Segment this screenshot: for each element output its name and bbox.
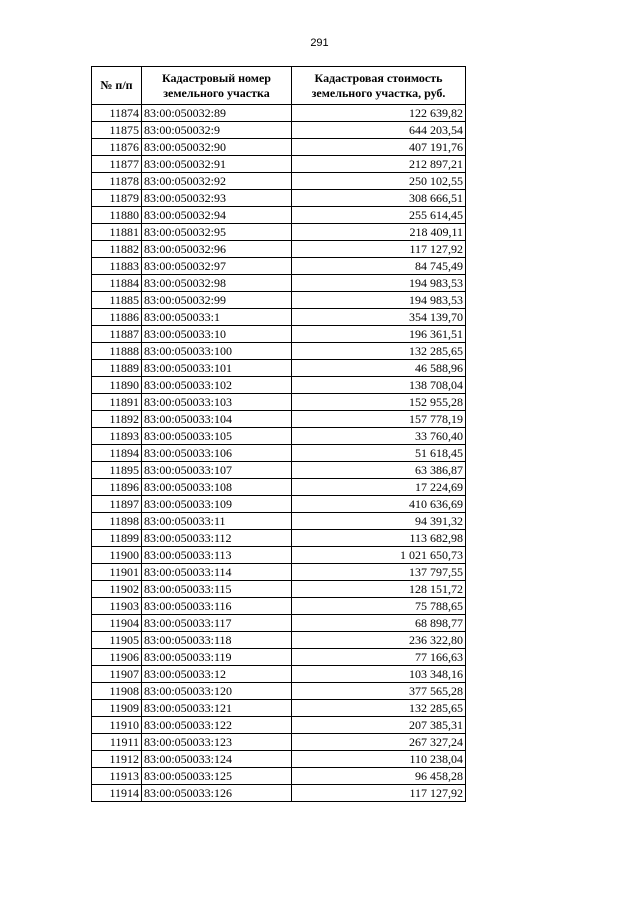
cadastral-cost-cell: 218 409,11 <box>292 224 466 241</box>
cadastral-number-cell: 83:00:050032:9 <box>142 122 292 139</box>
header-row-number: № п/п <box>92 67 142 105</box>
cadastral-cost-cell: 308 666,51 <box>292 190 466 207</box>
cadastral-number-cell: 83:00:050032:91 <box>142 156 292 173</box>
row-number-cell: 11883 <box>92 258 142 275</box>
cadastral-cost-cell: 132 285,65 <box>292 700 466 717</box>
table-row <box>92 768 466 785</box>
cadastral-number-cell: 83:00:050033:119 <box>142 649 292 666</box>
table-row <box>92 632 466 649</box>
cadastral-cost-cell: 132 285,65 <box>292 343 466 360</box>
cadastral-number-cell: 83:00:050032:94 <box>142 207 292 224</box>
cadastral-number-cell: 83:00:050033:105 <box>142 428 292 445</box>
cadastral-cost-cell: 267 327,24 <box>292 734 466 751</box>
header-cadastral-number: Кадастровый номер земельного участка <box>142 67 292 105</box>
table-row <box>92 190 466 207</box>
row-number-cell: 11897 <box>92 496 142 513</box>
row-number-cell: 11880 <box>92 207 142 224</box>
row-number-cell: 11905 <box>92 632 142 649</box>
cadastral-number-cell: 83:00:050033:12 <box>142 666 292 683</box>
cadastral-cost-cell: 51 618,45 <box>292 445 466 462</box>
table-row <box>92 564 466 581</box>
table-row <box>92 156 466 173</box>
cadastral-number-cell: 83:00:050033:116 <box>142 598 292 615</box>
row-number-cell: 11884 <box>92 275 142 292</box>
table-row <box>92 785 466 802</box>
table-row <box>92 377 466 394</box>
cadastral-cost-cell: 128 151,72 <box>292 581 466 598</box>
row-number-cell: 11907 <box>92 666 142 683</box>
table-row <box>92 105 466 122</box>
cadastral-number-cell: 83:00:050032:96 <box>142 241 292 258</box>
table-row <box>92 292 466 309</box>
cadastral-number-cell: 83:00:050033:123 <box>142 734 292 751</box>
cadastral-number-cell: 83:00:050033:103 <box>142 394 292 411</box>
table-row <box>92 241 466 258</box>
cadastral-number-cell: 83:00:050032:89 <box>142 105 292 122</box>
table-row <box>92 496 466 513</box>
cadastral-number-cell: 83:00:050033:126 <box>142 785 292 802</box>
table-row <box>92 258 466 275</box>
table-row <box>92 173 466 190</box>
row-number-cell: 11899 <box>92 530 142 547</box>
cadastral-number-cell: 83:00:050033:125 <box>142 768 292 785</box>
cadastral-cost-cell: 33 760,40 <box>292 428 466 445</box>
table-row <box>92 547 466 564</box>
row-number-cell: 11894 <box>92 445 142 462</box>
cadastral-number-cell: 83:00:050033:124 <box>142 751 292 768</box>
cadastral-cost-cell: 63 386,87 <box>292 462 466 479</box>
cadastral-number-cell: 83:00:050033:115 <box>142 581 292 598</box>
cadastral-number-cell: 83:00:050032:98 <box>142 275 292 292</box>
cadastral-cost-cell: 94 391,32 <box>292 513 466 530</box>
cadastral-cost-cell: 117 127,92 <box>292 785 466 802</box>
table-row <box>92 122 466 139</box>
table-body <box>92 105 466 802</box>
cadastral-number-cell: 83:00:050032:99 <box>142 292 292 309</box>
row-number-cell: 11885 <box>92 292 142 309</box>
cadastral-cost-cell: 68 898,77 <box>292 615 466 632</box>
cadastral-number-cell: 83:00:050033:101 <box>142 360 292 377</box>
table-row <box>92 649 466 666</box>
table-row <box>92 598 466 615</box>
cadastral-number-cell: 83:00:050032:97 <box>142 258 292 275</box>
cadastral-cost-cell: 212 897,21 <box>292 156 466 173</box>
cadastral-number-cell: 83:00:050033:120 <box>142 683 292 700</box>
cadastral-number-cell: 83:00:050033:113 <box>142 547 292 564</box>
cadastral-number-cell: 83:00:050033:117 <box>142 615 292 632</box>
page-number: 291 <box>310 37 329 49</box>
cadastral-number-cell: 83:00:050033:106 <box>142 445 292 462</box>
table-row <box>92 615 466 632</box>
cadastral-number-cell: 83:00:050033:109 <box>142 496 292 513</box>
table-row <box>92 275 466 292</box>
table-row <box>92 479 466 496</box>
row-number-cell: 11877 <box>92 156 142 173</box>
cadastral-cost-cell: 194 983,53 <box>292 292 466 309</box>
cadastral-cost-cell: 137 797,55 <box>292 564 466 581</box>
row-number-cell: 11882 <box>92 241 142 258</box>
cadastral-number-cell: 83:00:050033:104 <box>142 411 292 428</box>
cadastral-cost-cell: 138 708,04 <box>292 377 466 394</box>
cadastral-number-cell: 83:00:050033:112 <box>142 530 292 547</box>
row-number-cell: 11890 <box>92 377 142 394</box>
row-number-cell: 11889 <box>92 360 142 377</box>
table-row <box>92 360 466 377</box>
cadastral-number-cell: 83:00:050033:114 <box>142 564 292 581</box>
row-number-cell: 11886 <box>92 309 142 326</box>
row-number-cell: 11893 <box>92 428 142 445</box>
row-number-cell: 11892 <box>92 411 142 428</box>
row-number-cell: 11913 <box>92 768 142 785</box>
table-row <box>92 666 466 683</box>
table-row <box>92 343 466 360</box>
row-number-cell: 11878 <box>92 173 142 190</box>
cadastral-cost-cell: 407 191,76 <box>292 139 466 156</box>
table-row <box>92 411 466 428</box>
row-number-cell: 11908 <box>92 683 142 700</box>
cadastral-cost-cell: 117 127,92 <box>292 241 466 258</box>
row-number-cell: 11875 <box>92 122 142 139</box>
cadastral-cost-cell: 236 322,80 <box>292 632 466 649</box>
table-row <box>92 207 466 224</box>
cadastral-cost-cell: 250 102,55 <box>292 173 466 190</box>
cadastral-cost-cell: 207 385,31 <box>292 717 466 734</box>
table-row <box>92 717 466 734</box>
table-row <box>92 224 466 241</box>
cadastral-cost-cell: 46 588,96 <box>292 360 466 377</box>
cadastral-number-cell: 83:00:050032:90 <box>142 139 292 156</box>
cadastral-number-cell: 83:00:050033:11 <box>142 513 292 530</box>
row-number-cell: 11911 <box>92 734 142 751</box>
table-row <box>92 139 466 156</box>
cadastral-cost-cell: 1 021 650,73 <box>292 547 466 564</box>
cadastral-number-cell: 83:00:050033:102 <box>142 377 292 394</box>
cadastral-number-cell: 83:00:050033:100 <box>142 343 292 360</box>
table-row <box>92 513 466 530</box>
header-cadastral-cost: Кадастровая стоимость земельного участка, руб. <box>292 67 466 105</box>
cadastral-cost-cell: 17 224,69 <box>292 479 466 496</box>
row-number-cell: 11874 <box>92 105 142 122</box>
table-row <box>92 530 466 547</box>
cadastral-number-cell: 83:00:050033:1 <box>142 309 292 326</box>
row-number-cell: 11900 <box>92 547 142 564</box>
row-number-cell: 11914 <box>92 785 142 802</box>
cadastral-cost-cell: 110 238,04 <box>292 751 466 768</box>
row-number-cell: 11881 <box>92 224 142 241</box>
row-number-cell: 11879 <box>92 190 142 207</box>
row-number-cell: 11887 <box>92 326 142 343</box>
cadastral-cost-cell: 410 636,69 <box>292 496 466 513</box>
table-row <box>92 428 466 445</box>
cadastral-cost-cell: 77 166,63 <box>292 649 466 666</box>
table-row <box>92 394 466 411</box>
cadastral-cost-cell: 157 778,19 <box>292 411 466 428</box>
cadastral-cost-cell: 75 788,65 <box>292 598 466 615</box>
table-row <box>92 751 466 768</box>
row-number-cell: 11898 <box>92 513 142 530</box>
row-number-cell: 11902 <box>92 581 142 598</box>
cadastral-cost-cell: 84 745,49 <box>292 258 466 275</box>
cadastral-cost-cell: 354 139,70 <box>292 309 466 326</box>
cadastral-number-cell: 83:00:050032:95 <box>142 224 292 241</box>
table-row <box>92 734 466 751</box>
table-row <box>92 445 466 462</box>
cadastral-number-cell: 83:00:050033:122 <box>142 717 292 734</box>
table-row <box>92 700 466 717</box>
row-number-cell: 11876 <box>92 139 142 156</box>
cadastral-number-cell: 83:00:050033:118 <box>142 632 292 649</box>
cadastral-cost-cell: 113 682,98 <box>292 530 466 547</box>
cadastral-cost-cell: 196 361,51 <box>292 326 466 343</box>
cadastral-cost-cell: 644 203,54 <box>292 122 466 139</box>
row-number-cell: 11896 <box>92 479 142 496</box>
row-number-cell: 11903 <box>92 598 142 615</box>
row-number-cell: 11891 <box>92 394 142 411</box>
cadastre-table <box>91 66 466 802</box>
table-header-row <box>92 67 466 105</box>
cadastral-number-cell: 83:00:050033:121 <box>142 700 292 717</box>
row-number-cell: 11909 <box>92 700 142 717</box>
row-number-cell: 11904 <box>92 615 142 632</box>
cadastral-cost-cell: 96 458,28 <box>292 768 466 785</box>
row-number-cell: 11910 <box>92 717 142 734</box>
table-row <box>92 309 466 326</box>
table-row <box>92 462 466 479</box>
table-row <box>92 581 466 598</box>
cadastral-cost-cell: 194 983,53 <box>292 275 466 292</box>
cadastral-cost-cell: 255 614,45 <box>292 207 466 224</box>
table-row <box>92 683 466 700</box>
row-number-cell: 11895 <box>92 462 142 479</box>
cadastral-number-cell: 83:00:050032:92 <box>142 173 292 190</box>
cadastral-number-cell: 83:00:050033:108 <box>142 479 292 496</box>
cadastral-number-cell: 83:00:050033:10 <box>142 326 292 343</box>
table-row <box>92 326 466 343</box>
cadastral-cost-cell: 103 348,16 <box>292 666 466 683</box>
row-number-cell: 11906 <box>92 649 142 666</box>
row-number-cell: 11888 <box>92 343 142 360</box>
cadastral-cost-cell: 152 955,28 <box>292 394 466 411</box>
cadastral-number-cell: 83:00:050033:107 <box>142 462 292 479</box>
cadastral-cost-cell: 377 565,28 <box>292 683 466 700</box>
cadastral-cost-cell: 122 639,82 <box>292 105 466 122</box>
row-number-cell: 11901 <box>92 564 142 581</box>
cadastral-number-cell: 83:00:050032:93 <box>142 190 292 207</box>
row-number-cell: 11912 <box>92 751 142 768</box>
